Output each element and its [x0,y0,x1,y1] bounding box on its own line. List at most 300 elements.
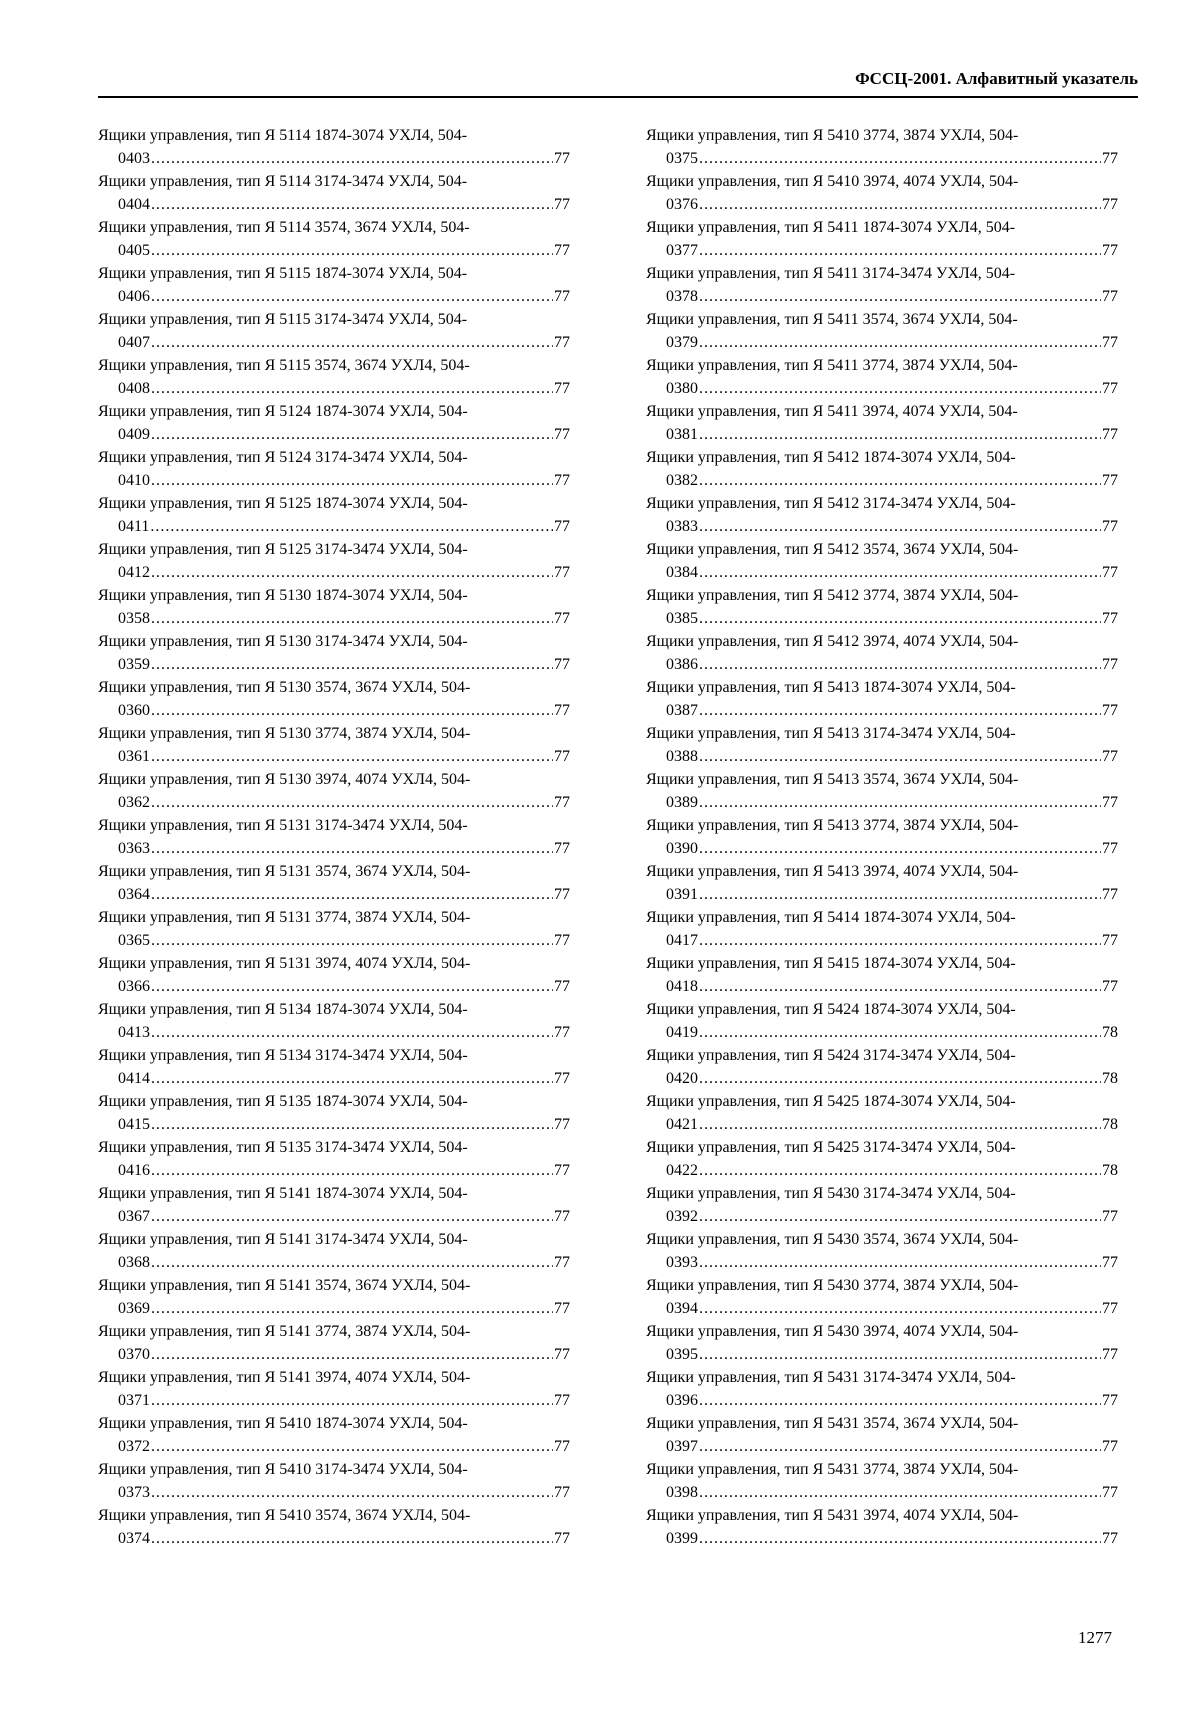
index-entry [98,1228,570,1274]
dot-leader [151,423,553,446]
index-entry [646,400,1118,446]
index-entry-page: 77 [1102,1484,1118,1501]
index-entry-title: Ящики управления, тип Я 5410 3974, 4074 УХЛ4, 504- [646,173,1019,190]
index-entry-page: 77 [554,932,570,949]
index-entry-page: 78 [1102,1070,1118,1087]
index-entry-code: 0393 [666,1254,698,1271]
index-entry-reference [646,1159,1118,1182]
dot-leader [151,929,553,952]
index-entry-page: 77 [1102,656,1118,673]
index-entry-code: 0421 [666,1116,698,1133]
index-entry-page: 78 [1102,1024,1118,1041]
index-entry-page: 77 [1102,1530,1118,1547]
index-entry [98,400,570,446]
index-entry-code: 0396 [666,1392,698,1409]
index-entry-reference [646,1435,1118,1458]
index-entry-page: 77 [554,150,570,167]
dot-leader [151,377,553,400]
index-entry-page: 77 [1102,794,1118,811]
index-entry-reference [646,239,1118,262]
index-entry-code: 0394 [666,1300,698,1317]
index-entry-code: 0408 [118,380,150,397]
index-entry-title: Ящики управления, тип Я 5425 3174-3474 УХЛ4, 504- [646,1139,1016,1156]
index-entry-title: Ящики управления, тип Я 5135 3174-3474 УХЛ4, 504- [98,1139,468,1156]
dot-leader [151,1527,553,1550]
index-entry [646,308,1118,354]
index-entry [646,630,1118,676]
index-entry-title: Ящики управления, тип Я 5135 1874-3074 УХЛ4, 504- [98,1093,468,1110]
index-entry-reference [646,1205,1118,1228]
index-entry-reference [98,975,570,998]
index-entry [646,446,1118,492]
index-entry [646,1366,1118,1412]
index-entry-page: 77 [554,610,570,627]
index-entry-reference [98,193,570,216]
index-entry-title: Ящики управления, тип Я 5124 1874-3074 УХЛ4, 504- [98,403,468,420]
index-entry-reference [98,1159,570,1182]
page-header [98,68,1138,98]
index-entry-page: 77 [1102,610,1118,627]
index-entry-code: 0376 [666,196,698,213]
dot-leader [699,607,1101,630]
index-entry-title: Ящики управления, тип Я 5431 3574, 3674 УХЛ4, 504- [646,1415,1019,1432]
dot-leader [151,1297,553,1320]
index-entry-page: 77 [1102,150,1118,167]
dot-leader [699,1067,1101,1090]
index-entry-reference [646,1343,1118,1366]
index-entry-reference [646,699,1118,722]
index-entry-title: Ящики управления, тип Я 5412 3574, 3674 УХЛ4, 504- [646,541,1019,558]
dot-leader [151,975,553,998]
index-entry-reference [98,653,570,676]
index-entry-title: Ящики управления, тип Я 5141 3574, 3674 УХЛ4, 504- [98,1277,471,1294]
dot-leader [699,561,1101,584]
index-entry-reference [98,791,570,814]
dot-leader [151,285,553,308]
dot-leader [699,285,1101,308]
index-entry-reference [98,1343,570,1366]
index-entry-code: 0416 [118,1162,150,1179]
dot-leader [151,1205,553,1228]
dot-leader [151,469,553,492]
index-entry [98,1044,570,1090]
index-entry-page: 77 [1102,518,1118,535]
index-entry-page: 77 [1102,196,1118,213]
index-entry [646,906,1118,952]
dot-leader [699,193,1101,216]
index-entry-code: 0399 [666,1530,698,1547]
index-entry-title: Ящики управления, тип Я 5411 1874-3074 УХЛ4, 504- [646,219,1016,236]
index-entry [646,1182,1118,1228]
index-entry-code: 0403 [118,150,150,167]
dot-leader [699,331,1101,354]
index-entry-title: Ящики управления, тип Я 5411 3974, 4074 УХЛ4, 504- [646,403,1018,420]
index-entry-title: Ящики управления, тип Я 5131 3574, 3674 УХЛ4, 504- [98,863,471,880]
index-entry-page: 77 [1102,1254,1118,1271]
index-entry-reference [98,1113,570,1136]
index-entry-reference [646,285,1118,308]
index-entry-reference [98,1021,570,1044]
index-entry-title: Ящики управления, тип Я 5141 3174-3474 УХЛ4, 504- [98,1231,468,1248]
index-entry-reference [646,883,1118,906]
index-entry-reference [98,147,570,170]
index-entry [646,676,1118,722]
index-entry [98,998,570,1044]
index-entry [98,814,570,860]
index-entry [646,860,1118,906]
index-entry-page: 77 [554,564,570,581]
index-entry-reference [98,561,570,584]
index-entry-title: Ящики управления, тип Я 5431 3174-3474 УХЛ4, 504- [646,1369,1016,1386]
dot-leader [699,1159,1101,1182]
index-entry-reference [646,607,1118,630]
index-entry-page: 77 [554,334,570,351]
dot-leader [151,239,553,262]
index-entry-code: 0395 [666,1346,698,1363]
index-entry-reference [98,883,570,906]
index-entry-page: 77 [554,1300,570,1317]
index-entry [98,124,570,170]
index-entry-title: Ящики управления, тип Я 5415 1874-3074 УХЛ4, 504- [646,955,1016,972]
index-entry-page: 77 [554,886,570,903]
index-entry-page: 77 [554,978,570,995]
index-entry [98,1320,570,1366]
index-entry-title: Ящики управления, тип Я 5413 3174-3474 УХЛ4, 504- [646,725,1016,742]
dot-leader [699,975,1101,998]
index-entry-page: 77 [1102,564,1118,581]
index-entry-reference [646,469,1118,492]
index-entry [98,676,570,722]
index-entry [646,1274,1118,1320]
index-entry-title: Ящики управления, тип Я 5431 3774, 3874 УХЛ4, 504- [646,1461,1019,1478]
index-entry-code: 0389 [666,794,698,811]
index-entry [646,722,1118,768]
index-entry-title: Ящики управления, тип Я 5411 3574, 3674 УХЛ4, 504- [646,311,1018,328]
index-entry-title: Ящики управления, тип Я 5130 3974, 4074 УХЛ4, 504- [98,771,471,788]
index-entry [98,308,570,354]
index-entry-title: Ящики управления, тип Я 5413 3574, 3674 УХЛ4, 504- [646,771,1019,788]
index-entry-code: 0360 [118,702,150,719]
index-entry-page: 77 [1102,472,1118,489]
index-entry [98,492,570,538]
index-entry-reference [646,515,1118,538]
index-entry-reference [98,331,570,354]
index-entry-title: Ящики управления, тип Я 5412 3974, 4074 УХЛ4, 504- [646,633,1019,650]
index-entry-page: 77 [554,518,570,535]
index-entry-title: Ящики управления, тип Я 5141 3974, 4074 УХЛ4, 504- [98,1369,471,1386]
index-entry-page: 77 [554,1392,570,1409]
index-entry-page: 77 [554,380,570,397]
index-entry-code: 0365 [118,932,150,949]
index-entry-reference [98,699,570,722]
index-entry-page: 77 [554,1116,570,1133]
index-entry-reference [98,423,570,446]
index-entry-code: 0420 [666,1070,698,1087]
index-entry [646,538,1118,584]
index-entry [98,1136,570,1182]
index-entry-code: 0375 [666,150,698,167]
index-entry-code: 0377 [666,242,698,259]
index-entry-reference [646,745,1118,768]
index-entry-title: Ящики управления, тип Я 5134 1874-3074 УХЛ4, 504- [98,1001,468,1018]
index-entry-code: 0397 [666,1438,698,1455]
index-entry-code: 0392 [666,1208,698,1225]
index-entry [646,170,1118,216]
index-entry-page: 77 [1102,288,1118,305]
index-entry [98,1182,570,1228]
index-entry-title: Ящики управления, тип Я 5413 3774, 3874 УХЛ4, 504- [646,817,1019,834]
index-entry-page: 77 [554,196,570,213]
dot-leader [151,147,553,170]
index-entry-page: 77 [554,1530,570,1547]
index-entry-code: 0370 [118,1346,150,1363]
index-entry-title: Ящики управления, тип Я 5130 3774, 3874 УХЛ4, 504- [98,725,471,742]
index-entry-reference [646,1481,1118,1504]
index-entry-page: 77 [554,840,570,857]
index-entry-reference [98,239,570,262]
index-entry-code: 0422 [666,1162,698,1179]
index-entry-code: 0413 [118,1024,150,1041]
index-entry-reference [98,1481,570,1504]
index-entry [646,354,1118,400]
index-entry-code: 0388 [666,748,698,765]
index-entry-code: 0390 [666,840,698,857]
page-header-title: ФССЦ-2001. Алфавитный указатель [855,69,1138,88]
index-entry [646,768,1118,814]
dot-leader [151,331,553,354]
dot-leader [699,883,1101,906]
index-entry [646,584,1118,630]
index-entry-code: 0368 [118,1254,150,1271]
index-entry-reference [646,1067,1118,1090]
index-entry-reference [98,1435,570,1458]
index-entry-title: Ящики управления, тип Я 5130 1874-3074 УХЛ4, 504- [98,587,468,604]
index-entry-code: 0384 [666,564,698,581]
dot-leader [699,423,1101,446]
index-entry-page: 77 [554,426,570,443]
dot-leader [151,745,553,768]
index-entry [646,1228,1118,1274]
index-entry-reference [98,929,570,952]
index-entry-title: Ящики управления, тип Я 5413 3974, 4074 УХЛ4, 504- [646,863,1019,880]
dot-leader [699,469,1101,492]
dot-leader [151,1251,553,1274]
index-column-left [98,124,570,1550]
index-entry-code: 0366 [118,978,150,995]
index-entry-title: Ящики управления, тип Я 5124 3174-3474 УХЛ4, 504- [98,449,468,466]
index-entry-reference [646,331,1118,354]
page-number: 1277 [1078,1628,1112,1647]
index-entry-title: Ящики управления, тип Я 5430 3974, 4074 УХЛ4, 504- [646,1323,1019,1340]
index-entry-title: Ящики управления, тип Я 5430 3774, 3874 УХЛ4, 504- [646,1277,1019,1294]
index-entry-code: 0398 [666,1484,698,1501]
index-entry-page: 77 [1102,748,1118,765]
index-entry [646,1320,1118,1366]
index-entry-code: 0358 [118,610,150,627]
index-entry-title: Ящики управления, тип Я 5114 1874-3074 УХЛ4, 504- [98,127,468,144]
index-entry-page: 77 [554,1070,570,1087]
index-entry [98,722,570,768]
dot-leader [699,1021,1101,1044]
index-entry-code: 0363 [118,840,150,857]
index-entry-code: 0374 [118,1530,150,1547]
index-entry [98,170,570,216]
index-entry-page: 77 [554,472,570,489]
index-entry-reference [646,837,1118,860]
index-entry [98,262,570,308]
index-entry-reference [646,1389,1118,1412]
dot-leader [699,929,1101,952]
index-entry-title: Ящики управления, тип Я 5134 3174-3474 УХЛ4, 504- [98,1047,468,1064]
index-entry-page: 77 [554,794,570,811]
index-entry-code: 0385 [666,610,698,627]
index-entry-code: 0419 [666,1024,698,1041]
dot-leader [699,1389,1101,1412]
index-entry [98,1412,570,1458]
index-entry-title: Ящики управления, тип Я 5410 3574, 3674 УХЛ4, 504- [98,1507,471,1524]
index-entry-title: Ящики управления, тип Я 5130 3174-3474 УХЛ4, 504- [98,633,468,650]
index-entry [646,1458,1118,1504]
dot-leader [699,1527,1101,1550]
index-entry [98,952,570,998]
index-entry-reference [646,1297,1118,1320]
dot-leader [151,1021,553,1044]
index-entry-reference [98,1205,570,1228]
index-entry [98,1504,570,1550]
dot-leader [151,653,553,676]
index-entry-reference [646,561,1118,584]
dot-leader [151,607,553,630]
index-entry [98,1458,570,1504]
dot-leader [151,1113,553,1136]
index-entry-code: 0415 [118,1116,150,1133]
index-entry-page: 77 [1102,978,1118,995]
dot-leader [151,699,553,722]
index-entry-page: 77 [1102,1438,1118,1455]
index-entry-page: 77 [1102,242,1118,259]
index-entry-code: 0367 [118,1208,150,1225]
index-entry-title: Ящики управления, тип Я 5410 3774, 3874 УХЛ4, 504- [646,127,1019,144]
index-entry-code: 0378 [666,288,698,305]
index-entry-reference [646,653,1118,676]
index-entry [646,492,1118,538]
index-entry-reference [98,469,570,492]
index-entry-code: 0380 [666,380,698,397]
index-entry-code: 0362 [118,794,150,811]
index-entry-title: Ящики управления, тип Я 5424 3174-3474 УХЛ4, 504- [646,1047,1016,1064]
index-entry-code: 0410 [118,472,150,489]
index-entry [646,216,1118,262]
index-entry-title: Ящики управления, тип Я 5414 1874-3074 УХЛ4, 504- [646,909,1016,926]
index-entry-code: 0418 [666,978,698,995]
index-entry [646,1136,1118,1182]
index-entry-code: 0405 [118,242,150,259]
index-entry [98,906,570,952]
index-entry-page: 77 [1102,334,1118,351]
index-entry-code: 0406 [118,288,150,305]
index-entry [98,768,570,814]
index-entry-reference [646,975,1118,998]
index-entry-page: 77 [554,242,570,259]
index-entry-code: 0369 [118,1300,150,1317]
dot-leader [699,653,1101,676]
dot-leader [699,1251,1101,1274]
dot-leader [699,1343,1101,1366]
index-entry-title: Ящики управления, тип Я 5141 1874-3074 УХЛ4, 504- [98,1185,468,1202]
dot-leader [699,1205,1101,1228]
index-column-right [646,124,1118,1550]
index-entry-reference [646,147,1118,170]
index-entry-title: Ящики управления, тип Я 5431 3974, 4074 УХЛ4, 504- [646,1507,1019,1524]
index-entry-page: 77 [554,1208,570,1225]
index-entry-reference [646,791,1118,814]
index-entry-code: 0379 [666,334,698,351]
dot-leader [699,1297,1101,1320]
index-entry-code: 0359 [118,656,150,673]
index-entry-code: 0361 [118,748,150,765]
dot-leader [699,837,1101,860]
index-entry-reference [646,1021,1118,1044]
index-entry-reference [98,607,570,630]
index-entry-code: 0409 [118,426,150,443]
index-entry-page: 77 [554,656,570,673]
index-entry-page: 77 [1102,380,1118,397]
index-entry-page: 77 [554,288,570,305]
dot-leader [151,1067,553,1090]
index-entry-page: 77 [554,702,570,719]
index-entry [646,814,1118,860]
index-entry-page: 78 [1102,1162,1118,1179]
index-entry [646,1412,1118,1458]
dot-leader [699,1435,1101,1458]
index-entry-code: 0372 [118,1438,150,1455]
index-entry [646,1504,1118,1550]
index-entry-page: 78 [1102,1116,1118,1133]
index-entry-title: Ящики управления, тип Я 5131 3174-3474 УХЛ4, 504- [98,817,468,834]
index-entry [98,860,570,906]
index-entry-page: 77 [554,748,570,765]
index-entry-title: Ящики управления, тип Я 5412 3174-3474 УХЛ4, 504- [646,495,1016,512]
dot-leader [151,883,553,906]
index-entry-reference [646,193,1118,216]
index-entry-title: Ящики управления, тип Я 5125 1874-3074 УХЛ4, 504- [98,495,468,512]
dot-leader [151,1343,553,1366]
dot-leader [151,1481,553,1504]
index-entry-title: Ящики управления, тип Я 5424 1874-3074 УХЛ4, 504- [646,1001,1016,1018]
index-entry-reference [98,1251,570,1274]
index-entry-title: Ящики управления, тип Я 5114 3174-3474 УХЛ4, 504- [98,173,468,190]
index-entry-page: 77 [1102,702,1118,719]
index-entry-title: Ящики управления, тип Я 5425 1874-3074 УХЛ4, 504- [646,1093,1016,1110]
index-entry-title: Ящики управления, тип Я 5125 3174-3474 УХЛ4, 504- [98,541,468,558]
index-entry-title: Ящики управления, тип Я 5410 1874-3074 УХЛ4, 504- [98,1415,468,1432]
index-entry-page: 77 [1102,426,1118,443]
index-entry-page: 77 [1102,840,1118,857]
index-entry-code: 0381 [666,426,698,443]
dot-leader [151,193,553,216]
index-entry-title: Ящики управления, тип Я 5115 3574, 3674 УХЛ4, 504- [98,357,470,374]
dot-leader [151,561,553,584]
index-entry-code: 0407 [118,334,150,351]
index-entry-title: Ящики управления, тип Я 5411 3174-3474 УХЛ4, 504- [646,265,1016,282]
index-entry-page: 77 [1102,1300,1118,1317]
index-entry-title: Ящики управления, тип Я 5411 3774, 3874 УХЛ4, 504- [646,357,1018,374]
index-entry-page: 77 [554,1438,570,1455]
index-entry [98,538,570,584]
dot-leader [151,1435,553,1458]
dot-leader [151,1389,553,1412]
index-entry-code: 0404 [118,196,150,213]
